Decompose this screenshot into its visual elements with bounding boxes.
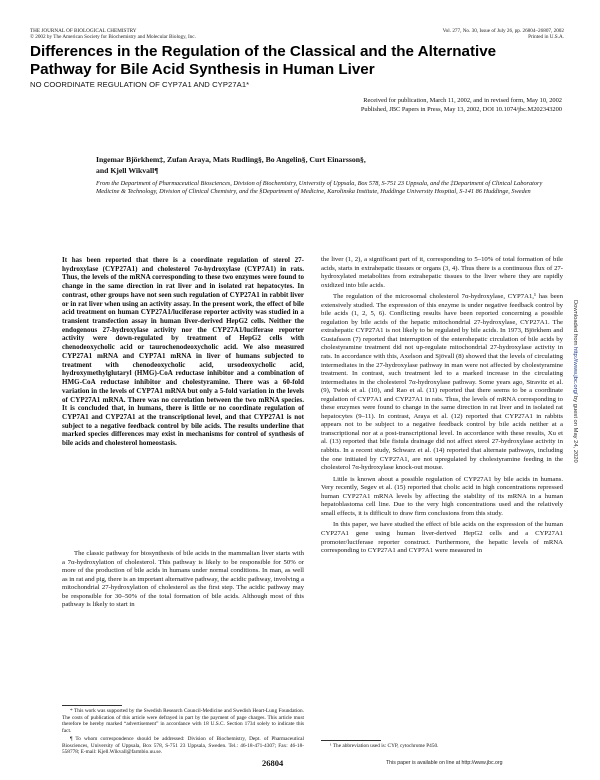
- intro-paragraph: The classic pathway for biosynthesis of bile acids in the mammalian liver starts with a 7α-hydroxylation of cholesterol. This pathway is likely to be responsible for 50% or more of the production of bile acids in humans under normal conditions. In man, as well as in rat and pig, there is an important alternative pathway, the acidic pathway, involving a mitochondrial 27-hydroxylation of cholesterol as the first step. The acidic pathway may be responsible for 30–50% of the total formation of bile acids. Although most of this pathway is likely to start in: [62, 550, 304, 609]
- right-column: [321, 256, 563, 559]
- issue-header: [443, 28, 564, 41]
- footnote-divider-right: [321, 740, 381, 741]
- authors-line-1: Ingemar Björkhem‡, Zufan Araya, Mats Rudling§, Bo Angelin§, Curt Einarsson§,: [96, 155, 366, 164]
- author-list: [96, 154, 566, 176]
- footnote-divider: [62, 705, 122, 706]
- journal-name: THE JOURNAL OF BIOLOGICAL CHEMISTRY: [30, 28, 137, 34]
- download-watermark: [572, 300, 578, 463]
- abstract: It has been reported that there is a coordinate regulation of sterol 27-hydroxylase (CYP27A1) and cholesterol 7α-hydroxylase (CYP7A1) in rats. Thus, the levels of the mRNA corresponding to these two enzymes were found to change in the same direction in rat liver and in isolated rat hepatocytes. In contrast, other groups have not seen such regulation of CYP27A1 in rabbit liver or in rat liver when using an activity assay. In the present work, the effect of bile acid treatment on human CYP27A1/luciferase reporter activity was studied in a transient transfection assay in human liver-derived HepG2 cells. Neither the endogenous 27-hydroxylase activity nor the CYP27A1/luciferase reporter activity were down-regulated by treatment of HepG2 cells with chenodeoxycholic acid or taurochenodeoxycholic acid. We also measured CYP27A1 mRNA and CYP7A1 mRNA in liver of humans subjected to treatment with chenodeoxycholic acid, ursodeoxycholic acid, hydroxymethylglutaryl (HMG)-CoA reductase inhibitor and a combination of HMG-CoA reductase inhibitor and cholestyramine. There was a 60-fold variation in the levels of CYP7A1 mRNA but only a 5-fold variation in the levels of CYP27A1 mRNA. There was no correlation between the two mRNA species. It is concluded that, in humans, there is little or no coordinate regulation of CYP7A1 and CYP27A1 at the transcriptional level, and that CYP27A1 is not subject to a negative feedback control by bile acids. The results underline that marked species differences may exist in mechanisms for control of synthesis of bile acids and cholesterol homeostasis.: [62, 256, 304, 448]
- affiliations: From the Department of Pharmaceutical Biosciences, Division of Biochemistry, University of Uppsala, Box 578, S-751 23 Uppsala, and the ‡Department of Clinical Laboratory Medicine & Technology, Division of Clinical Chemistry, and the §Department of Medicine, Karolinska Institute, Huddinge University Hospital, S-141 86 Huddinge, Sweden: [96, 180, 543, 196]
- copyright-line: © 2002 by The American Society for Biochemistry and Molecular Biology, Inc.: [30, 34, 196, 41]
- download-prefix: Downloaded from: [572, 300, 578, 348]
- article-subtitle: NO COORDINATE REGULATION OF CYP7A1 AND CYP27A1*: [30, 80, 250, 89]
- publication-history: [142, 97, 562, 114]
- issue-line: Vol. 277, No. 30, Issue of July 26, pp. 26804–26807, 2002: [442, 28, 564, 34]
- availability-note: This paper is available on line at http://www.jbc.org: [386, 760, 503, 766]
- printed-line: Printed in U.S.A.: [528, 34, 564, 41]
- correspondence-footnote: ¶ To whom correspondence should be addressed: Division of Biochemistry, Dept. of Pharmaceutical Biosciences, University of Uppsala, Box 578, S-751 23 Uppsala, Sweden. Tel.: 46-18-471-4307; Fax: 46-18-558778; E-mail: Kjell.Wikvall@farmbio.uu.se.: [62, 735, 304, 756]
- body-paragraph: The regulation of the microsomal cholesterol 7α-hydroxylase, CYP7A1,¹ has been extensively studied. The expression of this enzyme is under negative feedback control by bile acids (1, 2, 5, 6). Conflicting results have been reported concerning a possible regulation by bile acids of the hepatic mitochondrial 27-hydroxylase, CYP27A1. The extrahepatic CYP27A1 is not likely to be regulated by bile acids. In 1973, Björkhem and Gustafsson (7) reported that interruption of the enterohepatic circulation of bile acids by cholestyramine treatment did not up-regulate mitochondrial 27-hydroxylase activity in rats. In accordance with this, Axelson and Sjövall (8) showed that the levels of circulating intermediates in the 27-hydroxylase pathway in man were not affected by cholestyramine treatment. In contrast, such treatment led to a marked increase in the circulating intermediates in the cholesterol 7α-hydroxylase pathway. Some years ago, Stravitz et al. (9), Twisk et al. (10), and Rao et al. (11) reported that there seems to be a coordinate regulation of CYP7A1 and CYP27A1 in rats. Thus, the levels of mRNA corresponding to these enzymes were found to change in the same direction in rat liver and in isolated rat hepatocytes (9–11). In contrast, Araya et al. (12) reported that CYP27A1 in rabbits appears not to be subject to a negative feedback control by bile acids neither at a transcriptional nor at a post-transcriptional level. In accordance with these results, Xu et al. (13) reported that bile fistula drainage did not affect sterol 27-hydroxylase activity in rabbits. In a recent study, Schwarz et al. (14) reported that alternate pathways, including the one initiated by CYP27A1, are not upregulated by cholestyramine feeding in the cholesterol 7α-hydroxylase knock-out mouse.: [321, 293, 563, 472]
- body-paragraph: the liver (1, 2), a significant part of it, corresponding to 5–10% of total formation of bile acids, starts in extrahepatic tissues or organs (3, 4). Thus there is a continuous flux of 27-hydroxylated metabolites from extrahepatic tissues to the liver where they are rapidly oxidized into bile acids.: [321, 256, 563, 289]
- download-link[interactable]: http://www.jbc.org/: [572, 347, 578, 395]
- abbreviation-footnote: ¹ The abbreviation used is: CYP, cytochrome P450.: [330, 743, 439, 749]
- authors-line-2: and Kjell Wikvall¶: [96, 166, 159, 175]
- intro-column: [62, 550, 304, 613]
- body-paragraph: Little is known about a possible regulation of CYP27A1 by bile acids in humans. Very recently, Segev et al. (15) reported that cholic acid in high concentrations repressed human CYP27A1 mRNA levels by affecting the stability of its mRNA in a human hepatoblastoma cell line. Due to the very high concentrations used and the relatively small effects, it is difficult to draw firm conclusions from this study.: [321, 475, 563, 517]
- published-line: Published, JBC Papers in Press, May 13, 2002, DOI 10.1074/jbc.M202343200: [360, 105, 562, 113]
- journal-header: [30, 28, 196, 41]
- received-line: Received for publication, March 11, 2002, and in revised form, May 10, 2002: [363, 97, 562, 104]
- page-number: 26804: [262, 758, 284, 768]
- download-suffix: by guest on May 24, 2020: [572, 394, 578, 463]
- body-paragraph: In this paper, we have studied the effect of bile acids on the expression of the human CYP27A1 gene using human liver-derived HepG2 cells and a CYP27A1 promoter/luciferase reporter construct. Furthermore, the hepatic levels of mRNA corresponding to CYP27A1 and CYP7A1 were measured in: [321, 521, 563, 555]
- article-title: Differences in the Regulation of the Classical and the Alternative Pathway for Bile Acid Synthesis in Human Liver: [30, 43, 497, 78]
- footnotes-left: [62, 708, 304, 757]
- funding-footnote: * This work was supported by the Swedish Research Council-Medicine and Swedish Heart-Lung Foundation. The costs of publication of this article were defrayed in part by the payment of page charges. This article must therefore be hereby marked “advertisement” in accordance with 18 U.S.C. Section 1734 solely to indicate this fact.: [62, 708, 304, 735]
